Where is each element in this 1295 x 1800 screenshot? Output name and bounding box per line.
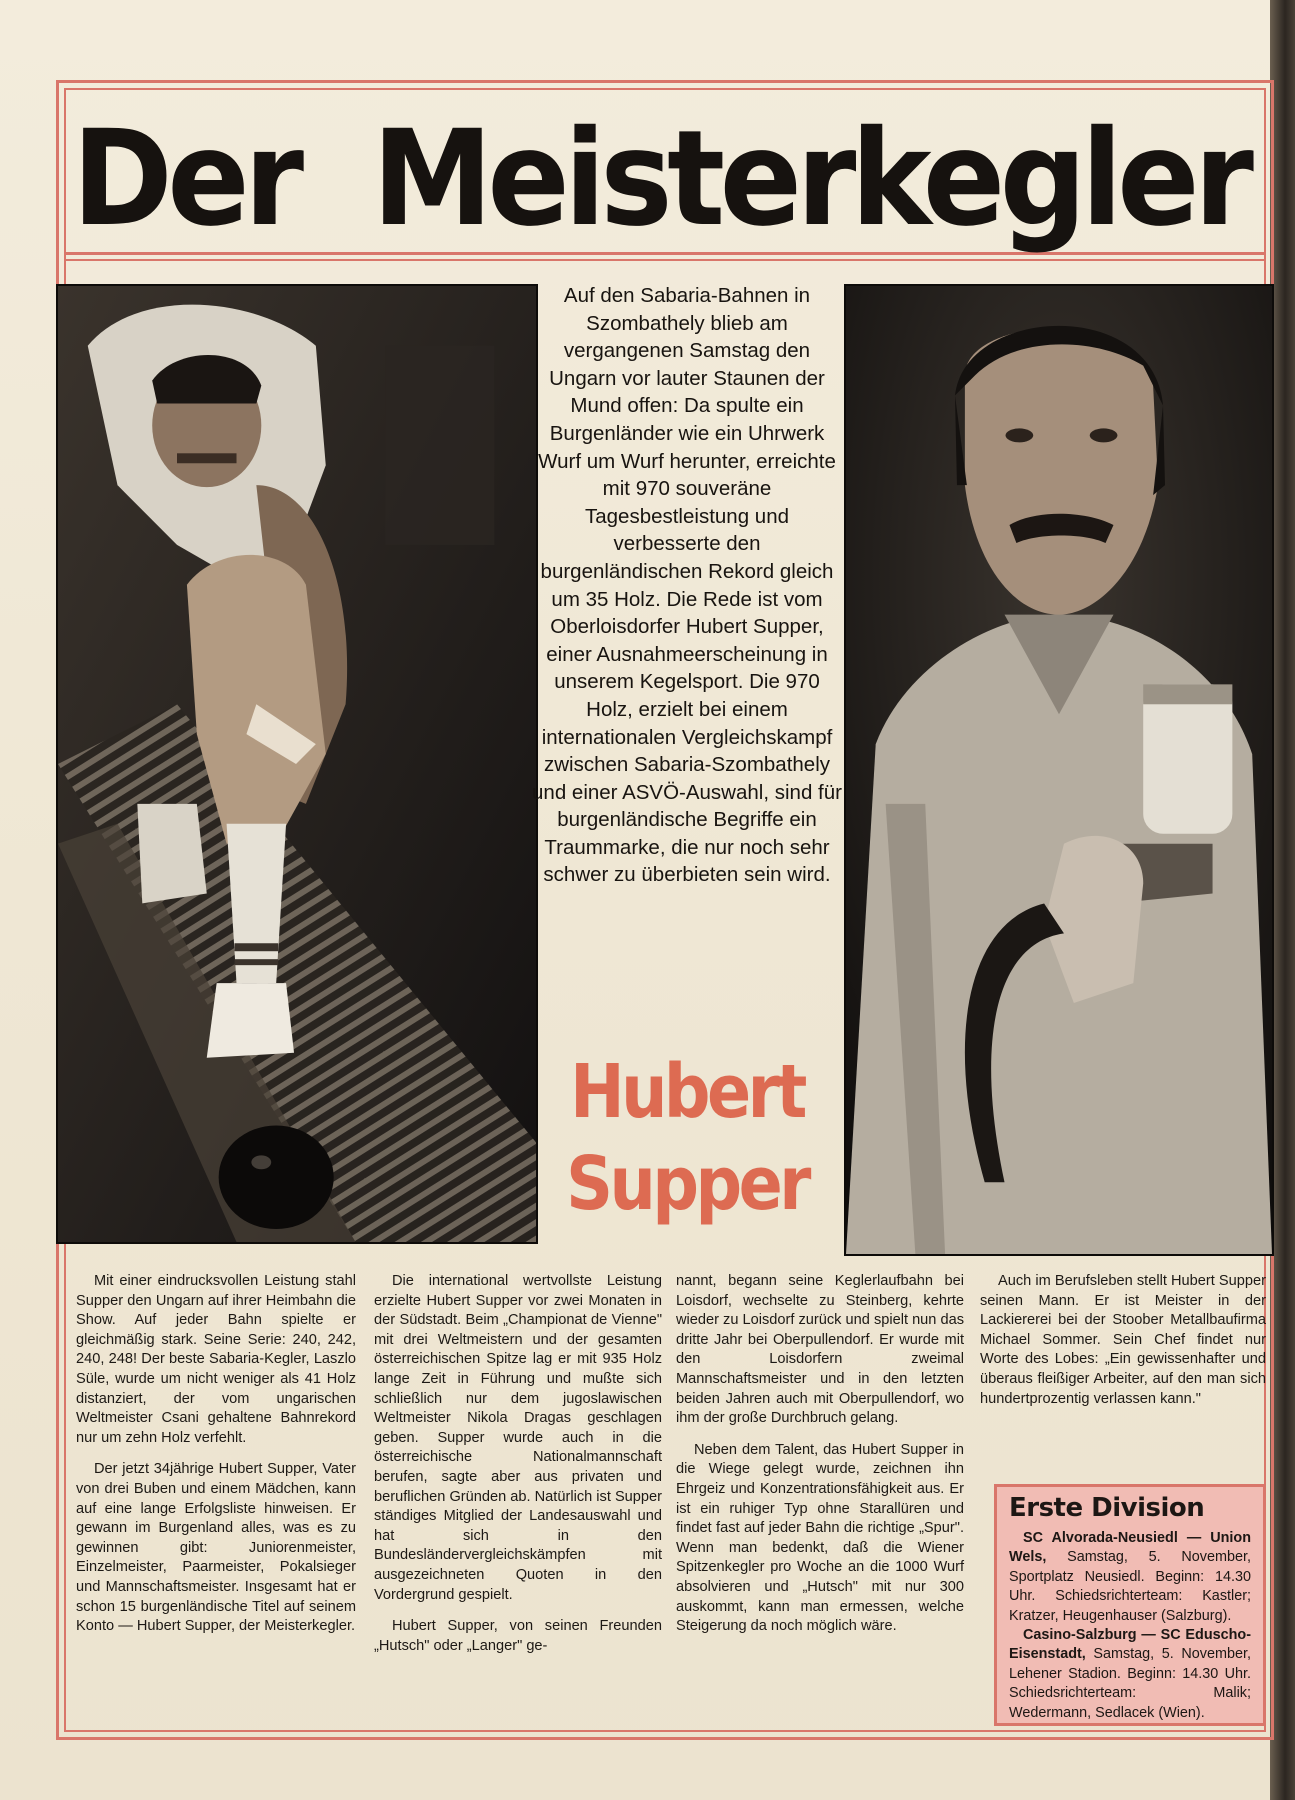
- col3-paragraph-1: nannt, begann seine Keglerlaufbahn bei Loisdorf, wechselte zu Steinberg, kehrte wieder zu Loisdorf zurück und spielt nun das dritte Jahr bei Oberpullendorf. Er wurde mit den Loisdorfern zweimal Mannschaftsmeister und in den letzten beiden Jahren auch mit Oberpullendorf, wo ihm der große Durchbruch gelang.: [676, 1273, 964, 1427]
- headline-rule-inner: [64, 259, 1266, 261]
- col1-paragraph-1: Mit einer eindrucksvollen Leistung stahl Supper den Ungarn auf ihrer Heimbahn die Show. Auf jeder Bahn spielte er gleichmäßig stark. Seine Serie: 240, 242, 240, 248! Der beste Sabaria-Kegler, Laszlo Süle, wurde um nicht weniger als 41 Holz distanziert, der vom ungarischen Weltmeister Csani gehaltene Bahnrekord nur um zehn Holz verfehlt.: [76, 1273, 356, 1446]
- subject-last-name: Supper: [566, 1141, 808, 1227]
- col2-paragraph-1: Die international wertvollste Leistung erzielte Hubert Supper vor zwei Monaten in der Südstadt. Beim „Championat de Vienne" mit drei Weltmeistern und der gesamten österreichischen Spitze lag er mit 935 Holz lange Zeit in Führung und mußte sich schließlich nur dem jugoslawischen Weltmeister Nikola Dragas geschlagen geben. Supper wurde auch in die österreichische Nationalmannschaft berufen, sagte aber aus privaten und beruflichen Gründen ab. Natürlich ist Supper ständiges Mitglied der Landesauswahl und hat sich in den Bundesländervergleichskämpfen mit ausgezeichneten Quoten in den Vordergrund gespielt.: [374, 1273, 662, 1603]
- subject-name: [532, 1046, 842, 1230]
- match-1-teams: SC Alvorada-Neusiedl — Union Wels,: [1009, 1530, 1251, 1566]
- erste-division-box: [994, 1484, 1266, 1726]
- col4-paragraph-1: Auch im Berufsleben stellt Hubert Supper seinen Mann. Er ist Meister in der Lackiererei bei der Stoober Metallbaufirma Michael Sommer. Sein Chef findet nur Worte des Lobes: „Ein gewissenhafter und überaus fleißiger Arbeiter, auf den man sich hundertprozentig verlassen kann.": [980, 1273, 1266, 1407]
- col3-paragraph-2: Neben dem Talent, das Hubert Supper in die Wiege gelegt wurde, zeichnen ihn Ehrgeiz und Konzentrationsfähigkeit aus. Er ist ein ruhiger Typ ohne Starallüren und findet fast auf jeder Bahn die richtige „Spur". Wenn man bedenkt, daß die Wiener Spitzenkegler pro Woche an die 1000 Wurf absolvieren und „Hutsch" mit nur 300 auskommt, kann man ermessen, welche Steigerung da noch möglich wäre.: [676, 1441, 964, 1635]
- body-column-2: [374, 1272, 662, 1668]
- headline: Der Meisterkegler: [72, 102, 1249, 256]
- col1-paragraph-2: Der jetzt 34jährige Hubert Supper, Vater von drei Buben und einem Mädchen, kann auf eine lange Erfolgsliste hinweisen. Er gewann im Burgenland alles, was es zu gewinnen gibt: Juniorenmeister, Einzelmeister, Paarmeister, Pokalsieger und Mannschaftsmeister. Insgesamt hat er schon 15 burgenländische Titel auf seinem Konto — Hubert Supper, der Meisterkegler.: [76, 1461, 356, 1635]
- lead-paragraph: Auf den Sabaria-Bahnen in Szombathely blieb am vergangenen Samstag den Ungarn vor lauter Staunen der Mund offen: Da spulte ein Burgenländer wie ein Uhrwerk Wurf um Wurf herunter, erreichte mit 970 souveräne Tagesbestleistung und verbesserte den burgenländischen Rekord gleich um 35 Holz. Die Rede ist vom Oberloisdorfer Hubert Supper, einer Ausnahmeerscheinung in unserem Kegelsport. Die 970 Holz, erzielt bei einem internationalen Vergleichskampf zwischen Sabaria-Szombathely und einer ASVÖ-Auswahl, sind für burgenländische Begriffe ein Traummarke, die nur noch sehr schwer zu überbieten sein wird.: [532, 284, 842, 887]
- painter-photo: [844, 284, 1274, 1256]
- body-column-1: [76, 1272, 356, 1649]
- match-1: [1009, 1529, 1251, 1626]
- subject-first-name: Hubert: [570, 1049, 804, 1135]
- match-2: [1009, 1626, 1251, 1723]
- match-2-teams: Casino-Salzburg — SC Eduscho-Eisenstadt,: [1009, 1627, 1251, 1663]
- match-1-details: Samstag, 5. November, Sportplatz Neusiedl. Beginn: 14.30 Uhr. Schiedsrichterteam: Kastler; Kratzer, Heugenhauser (Salzburg).: [1009, 1549, 1251, 1624]
- col2-paragraph-2: Hubert Supper, von seinen Freunden „Hutsch" oder „Langer" ge-: [374, 1618, 662, 1654]
- erste-division-title: Erste Division: [1009, 1493, 1205, 1523]
- match-2-details: Samstag, 5. November, Lehener Stadion. Beginn: 14.30 Uhr. Schiedsrichterteam: Malik; Wedermann, Sedlacek (Wien).: [1009, 1646, 1251, 1721]
- bowler-photo: [56, 284, 538, 1244]
- body-column-3: [676, 1272, 964, 1649]
- body-column-4: [980, 1272, 1266, 1421]
